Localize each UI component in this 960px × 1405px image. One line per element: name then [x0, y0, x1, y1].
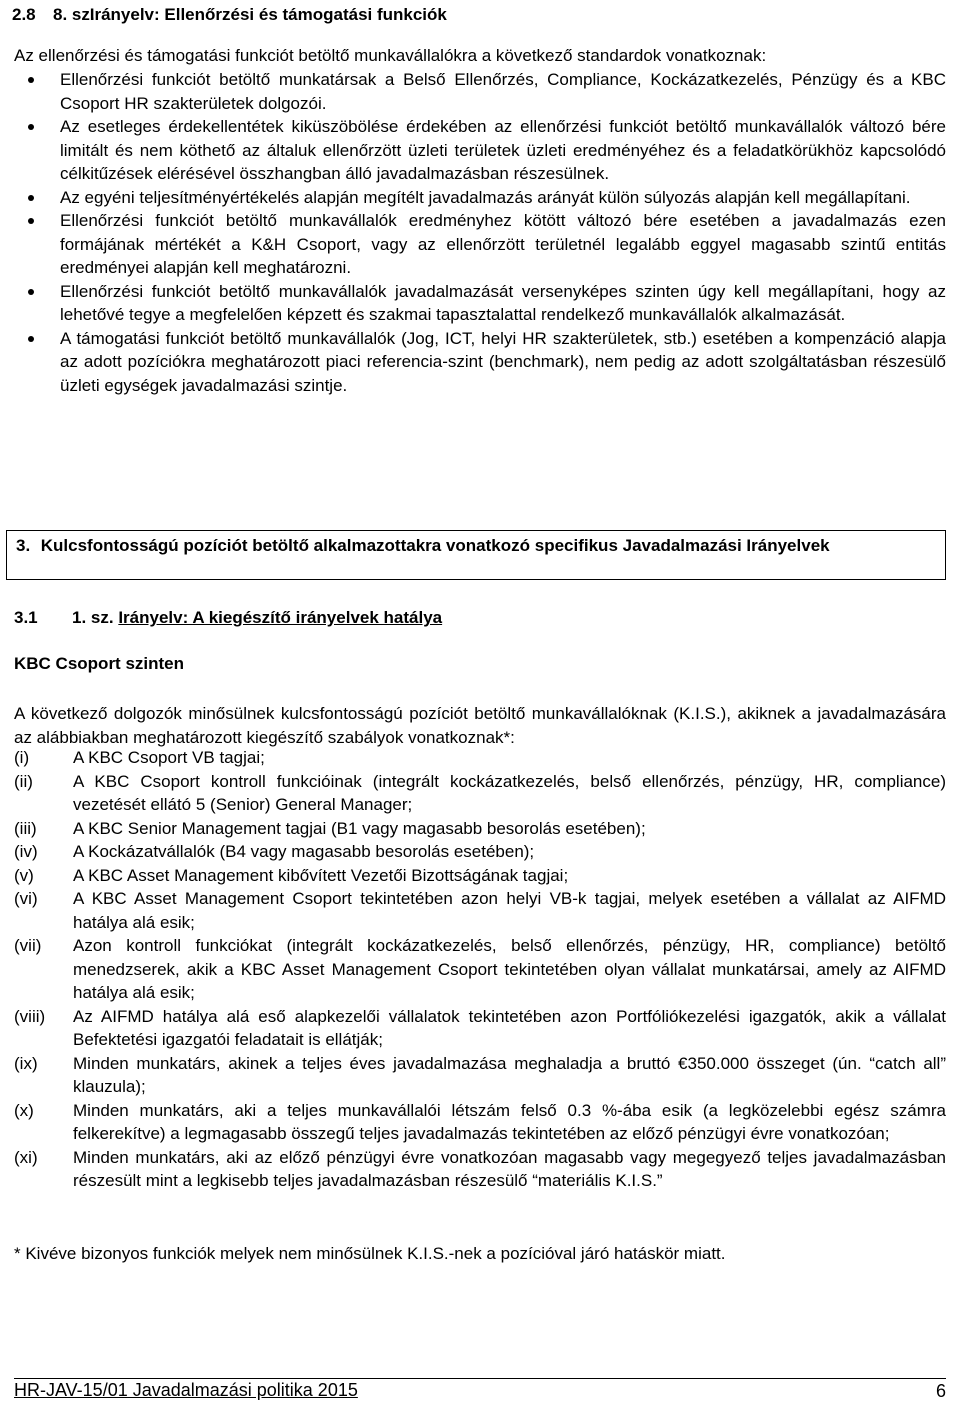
bullet-item [14, 280, 946, 327]
list-item [14, 746, 946, 770]
bullet-text: Ellenőrzési funkciót betöltő munkatársak a Belső Ellenőrzés, Compliance, Kockázatkezelés, Pénzügy és a KBC Csoport HR szakterületek dolgozói. [60, 70, 946, 113]
bullet-icon [28, 289, 34, 295]
list-item [14, 1052, 946, 1099]
subsection-number: 3.1 [14, 608, 38, 627]
list-item-text: A KBC Senior Management tagjai (B1 vagy magasabb besorolás esetében); [73, 818, 646, 838]
list-item-text: Minden munkatárs, aki a teljes munkavállalói létszám felső 0.3 %-ába esik (a legközelebbi egész számra felkerekítve) a legmagasabb összegű teljes javadalmazás tekintetében az előző pénzügyi évre vonatkozóan; [73, 1100, 946, 1143]
footer-page-number: 6 [935, 1381, 946, 1401]
list-item-text: Azon kontroll funkciókat (integrált kockázatkezelés, belső ellenőrzés, pénzügy, HR, compliance) betöltő menedzserek, akik a KBC Asset Management Csoport tekintetében olyan vállalat munkatársai, amely az AIFMD hatálya alá esik; [73, 936, 946, 1002]
footnote: * Kivéve bizonyos funkciók melyek nem minősülnek K.I.S.-nek a pozícióval járó hatáskör miatt. [14, 1244, 726, 1263]
section-3-heading-box [6, 530, 946, 580]
list-item [14, 1099, 946, 1146]
list-item-text: A KBC Csoport VB tagjai; [73, 748, 265, 767]
bullet-icon [28, 195, 34, 201]
bullet-item [14, 327, 946, 398]
bullet-text: Ellenőrzési funkciót betöltő munkavállalók javadalmazását versenyképes szinten úgy kell megállapítani, hogy az lehetővé tegye a megfelelően képzett és szakmai tapasztalattal rendelkező munkavállalók alkalmazását. [60, 281, 946, 324]
list-item-text: A Kockázatvállalók (B4 vagy magasabb besorolás esetében); [73, 842, 535, 861]
list-marker: (vi) [14, 889, 38, 908]
list-marker: (i) [14, 748, 30, 767]
list-marker: (vii) [14, 936, 42, 955]
list-marker: (xi) [14, 1147, 38, 1167]
section-3-number: 3. [16, 536, 31, 555]
list-marker: (ix) [14, 1053, 38, 1073]
list-item [14, 864, 946, 888]
list-item-text: Minden munkatárs, aki az előző pénzügyi évre vonatkozóan magasabb vagy megegyező teljes javadalmazásban részesült mint a legkisebb teljes javadalmazásban részesülő “materiális K.I.S.” [73, 1147, 946, 1190]
list-marker: (viii) [14, 1006, 46, 1026]
bullet-list [14, 68, 946, 397]
list-item-text: Az AIFMD hatálya alá eső alapkezelői vállalatok tekintetében azon Portfóliókezelési igazgatók, akik a vállalat Befektetési igazgatói feladatait is ellátják; [73, 1006, 946, 1049]
bullet-item [14, 209, 946, 280]
intro-paragraph: Az ellenőrzési és támogatási funkciót betöltő munkavállalókra a következő standardok vonatkoznak: [14, 46, 767, 65]
bullet-text: Az egyéni teljesítményértékelés alapján megítélt javadalmazás arányát külön súlyozás alapján kell megállapítani. [60, 187, 911, 207]
footer-document-title: HR-JAV-15/01 Javadalmazási politika 2015 [14, 1380, 358, 1400]
list-item-text: A KBC Asset Management kibővített Vezetői Bizottságának tagjai; [73, 865, 569, 885]
section-heading-2-8 [12, 3, 447, 27]
group-title: KBC Csoport szinten [14, 654, 184, 673]
bullet-icon [28, 336, 34, 342]
list-marker: (x) [14, 1100, 34, 1120]
subsection-sub-number: 1. sz. [72, 608, 114, 627]
list-item [14, 1146, 946, 1193]
list-item [14, 817, 946, 841]
list-marker: (iii) [14, 818, 37, 838]
heading-number: 2.8 [12, 5, 36, 24]
bullet-item [14, 186, 946, 210]
kis-criteria-list [14, 746, 946, 1193]
bullet-text: Az esetleges érdekellentétek kiküszöbölése érdekében az ellenőrzési funkciót betöltő munkavállalók változó bére limitált és nem köthető az általuk ellenőrzött üzleti területek üzleti eredményéhez és a feladatkörükhöz kapcsolódó célkitűzések elérésével összhangban álló javadalmazásban részesülnek. [60, 117, 946, 183]
subsection-title: Irányelv: A kiegészítő irányelvek hatálya [118, 608, 443, 627]
list-marker: (iv) [14, 842, 38, 861]
heading-sub-number: 8. sz. [53, 5, 95, 24]
bullet-item [14, 68, 946, 115]
list-item [14, 934, 946, 1005]
bullet-text: Ellenőrzési funkciót betöltő munkavállalók eredményhez kötött változó bére esetében a javadalmazás ezen formájának mértékét a K&H Csoport, vagy az ellenőrzött területnél legalább eggyel magasabb szintű entitás eredményei alapján kell meghatározni. [60, 211, 946, 277]
list-item-text: A KBC Csoport kontroll funkcióinak (integrált kockázatkezelés, belső ellenőrzés, pénzügy, HR, compliance) vezetését ellátó 5 (Senior) General Manager; [73, 771, 946, 814]
bullet-icon [28, 124, 34, 130]
list-item [14, 840, 946, 864]
list-item [14, 887, 946, 934]
list-intro-paragraph: A következő dolgozók minősülnek kulcsfontosságú pozíciót betöltő munkavállalóknak (K.I.S.), akiknek a javadalmazására az alábbiakban meghatározott kiegészítő szabályok vonatkoznak*: [14, 704, 946, 747]
bullet-text: A támogatási funkciót betöltő munkavállalók (Jog, ICT, helyi HR szakterületek, stb.) esetében a kompenzáció alapja az adott pozíciókra meghatározott piaci referencia-szint (benchmark), nem pedig az adott szolgáltatásban részesülő üzleti egységek javadalmazási szintje. [60, 328, 946, 395]
bullet-item [14, 115, 946, 186]
subsection-heading-3-1 [14, 606, 442, 630]
list-marker: (v) [14, 865, 34, 885]
bullet-icon [28, 77, 34, 83]
list-item [14, 770, 946, 817]
list-item-text: Minden munkatárs, akinek a teljes éves javadalmazása meghaladja a bruttó €350.000 összeget (ún. “catch all” klauzula); [73, 1053, 946, 1096]
section-3-title: Kulcsfontosságú pozíciót betöltő alkalmazottakra vonatkozó specifikus Javadalmazási Irányelvek [40, 536, 830, 555]
list-marker: (ii) [14, 771, 33, 791]
list-item-text: A KBC Asset Management Csoport tekintetében azon helyi VB-k tagjai, melyek esetében a vállalat az AIFMD hatálya alá esik; [73, 889, 946, 932]
bullet-icon [28, 218, 34, 224]
list-item [14, 1005, 946, 1052]
heading-title: Irányelv: Ellenőrzési és támogatási funkciók [89, 5, 447, 24]
